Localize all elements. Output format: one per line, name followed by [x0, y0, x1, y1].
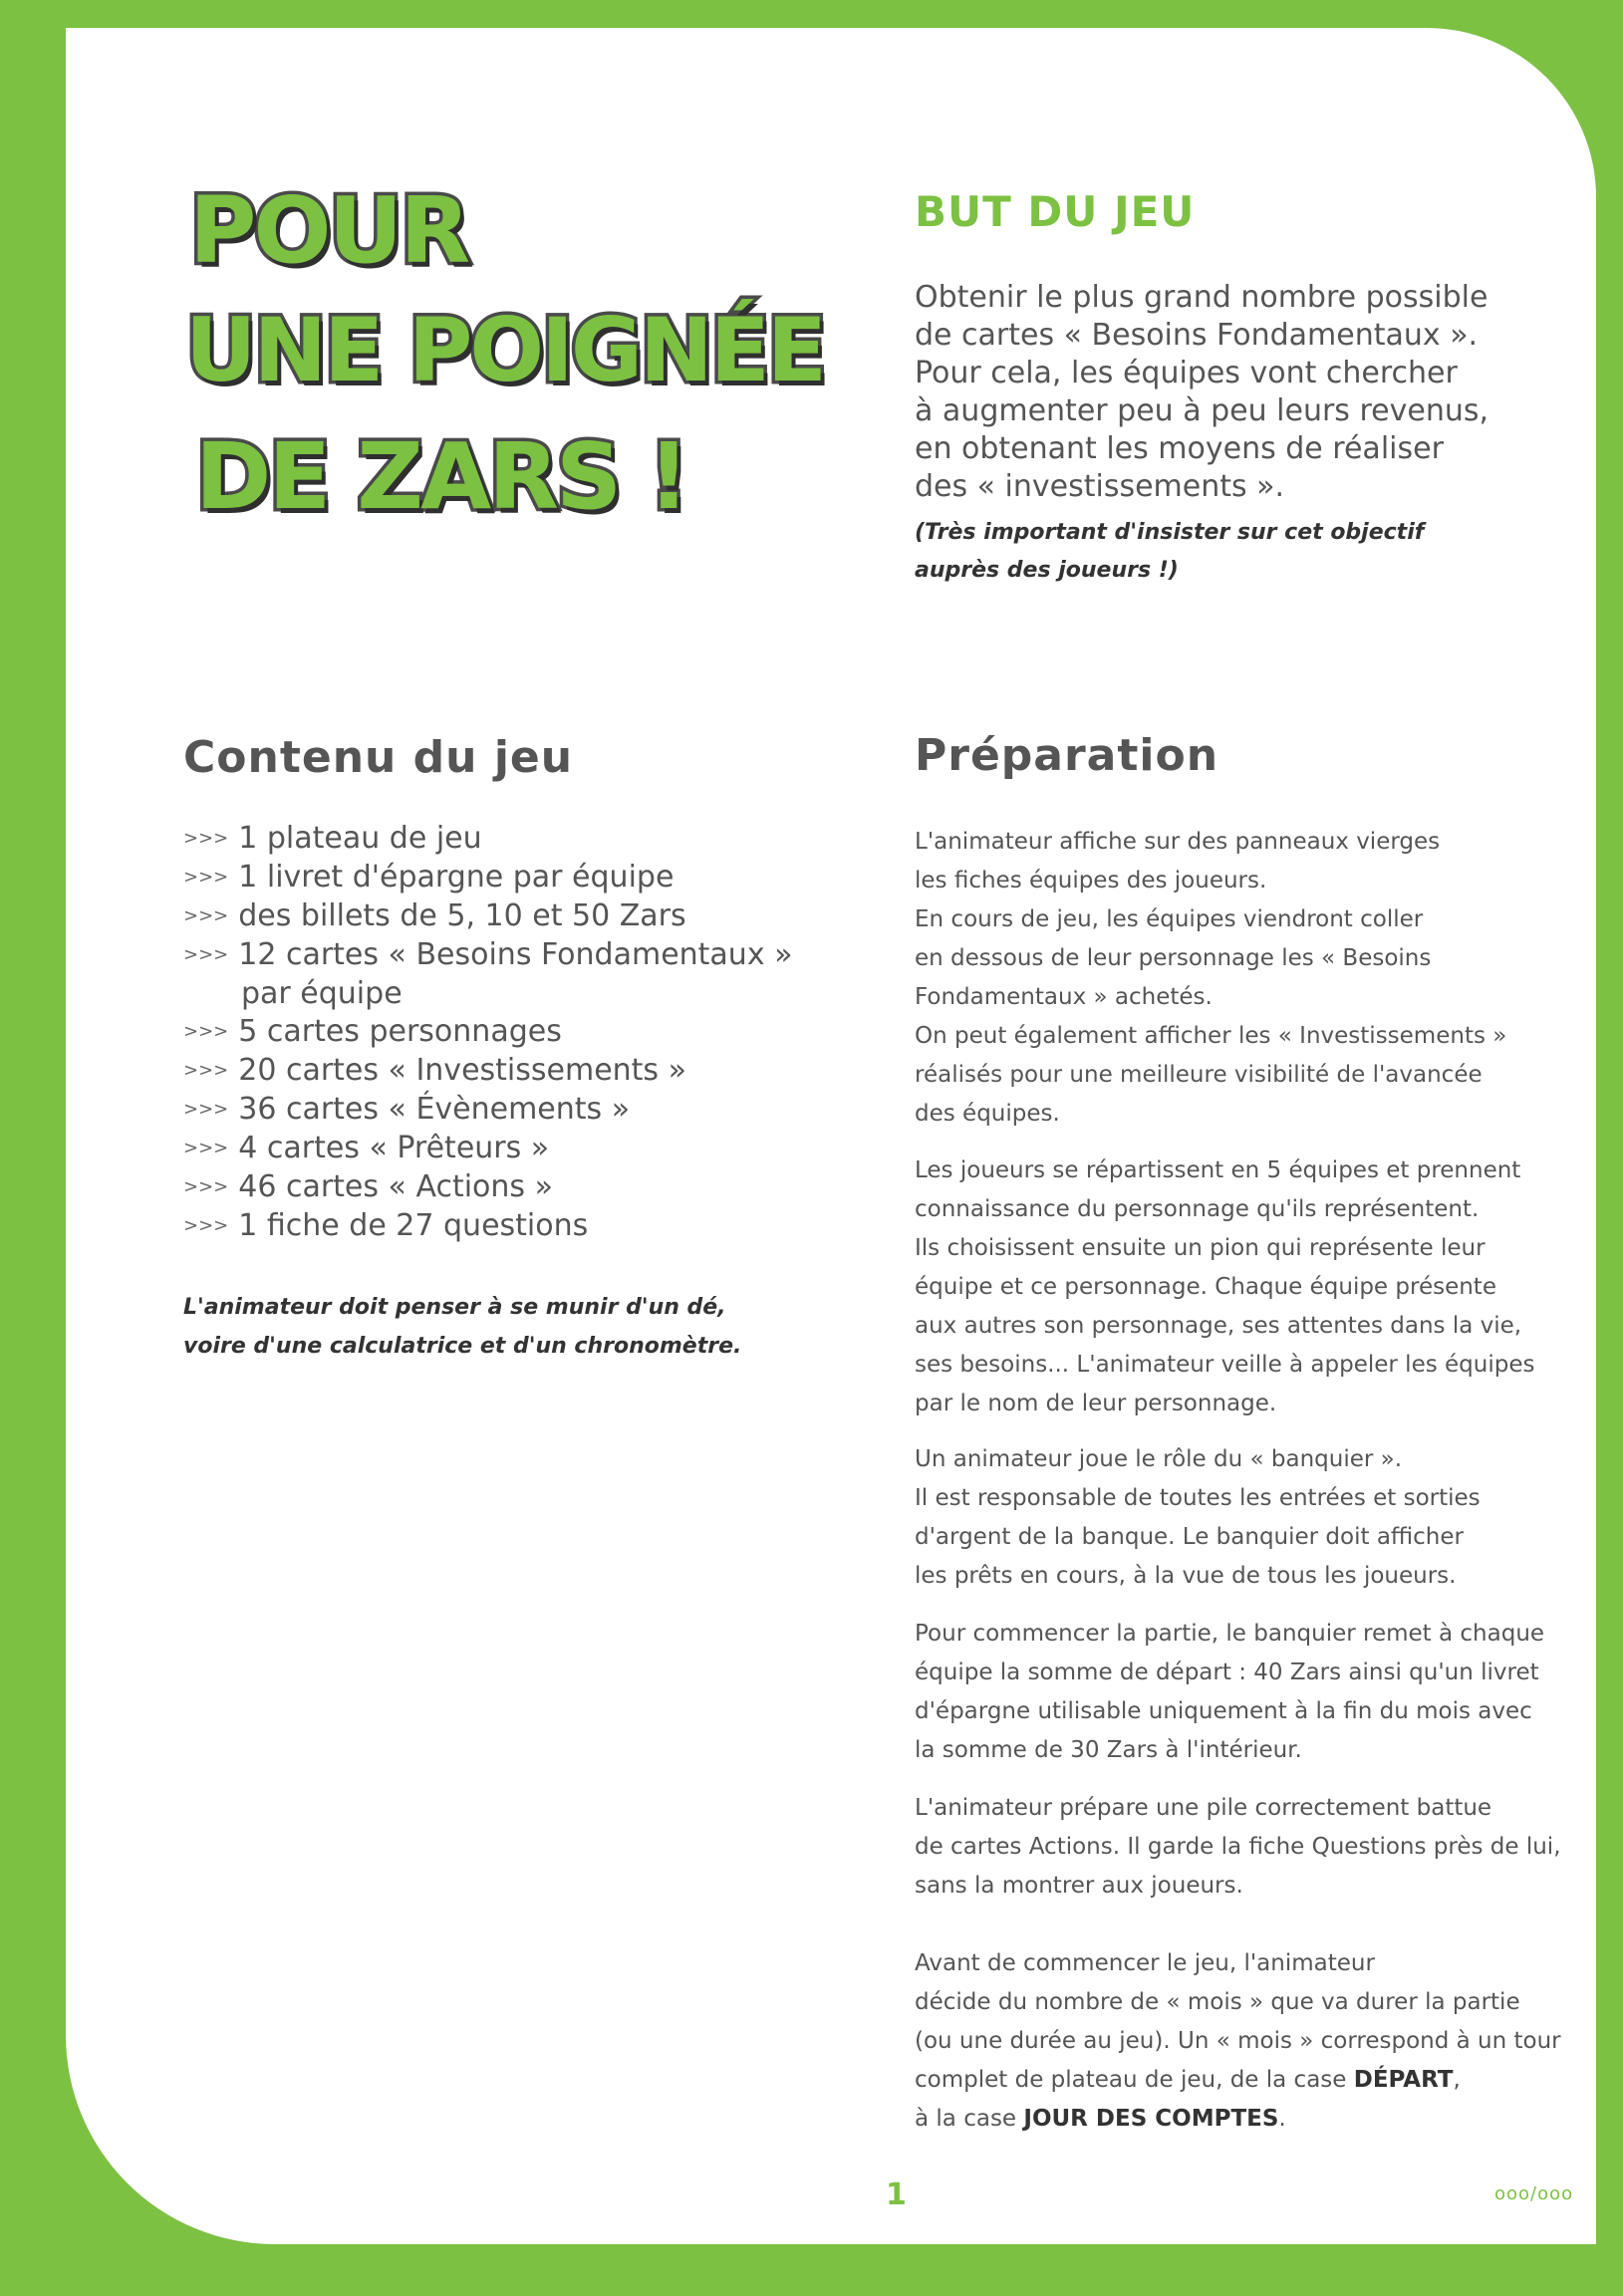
item-text: 5 cartes personnages [238, 1014, 562, 1050]
arrow-icon: >>> [183, 866, 229, 888]
para-line: équipe la somme de départ : 40 Zars ainsi qu'un livret [915, 1659, 1539, 1685]
list-item [183, 1052, 821, 1091]
jour-des-comptes-label: JOUR DES COMPTES [1023, 2106, 1279, 2132]
para-line: On peut également afficher les « Investissements » [915, 1023, 1507, 1049]
arrow-icon: >>> [183, 1138, 229, 1159]
para-line: sans la montrer aux joueurs. [915, 1873, 1243, 1899]
arrow-icon: >>> [183, 1176, 229, 1198]
list-item [183, 820, 821, 859]
list-item-continuation: par équipe [241, 975, 403, 1011]
but-du-jeu-note [915, 514, 1596, 590]
item-text: 12 cartes « Besoins Fondamentaux » [238, 936, 793, 972]
item-text: 4 cartes « Prêteurs » [238, 1131, 550, 1166]
arrow-icon: >>> [183, 1214, 229, 1236]
title-line-2: UNE POIGNÉE [185, 299, 825, 401]
preparation-paragraph-3 [915, 1440, 1596, 1596]
note-line: auprès des joueurs !) [915, 558, 1179, 583]
depart-label: DÉPART [1353, 2067, 1454, 2093]
item-text: 20 cartes « Investissements » [238, 1053, 686, 1089]
arrow-icon: >>> [183, 943, 229, 965]
but-du-jeu-body [915, 279, 1596, 506]
para-line: Les joueurs se répartissent en 5 équipes et prennent [915, 1157, 1521, 1183]
page-number: 1 [886, 2177, 907, 2212]
but-line: Pour cela, les équipes vont chercher [915, 356, 1458, 390]
preparation-paragraph-4 [915, 1615, 1596, 1770]
arrow-icon: >>> [183, 1021, 229, 1043]
para-line: Pour commencer la partie, le banquier remet à chaque [915, 1621, 1545, 1647]
para-line: Fondamentaux » achetés. [915, 984, 1213, 1010]
arrow-icon: >>> [183, 1099, 229, 1121]
para-line: Avant de commencer le jeu, l'animateur [915, 1950, 1375, 1976]
list-item [183, 1091, 821, 1130]
contenu-list [183, 820, 821, 1246]
preparation-heading: Préparation [915, 730, 1219, 781]
item-text: 36 cartes « Évènements » [238, 1092, 631, 1128]
para-line: (ou une durée au jeu). Un « mois » correspond à un tour [915, 2028, 1561, 2054]
para-punct: , [1453, 2067, 1461, 2093]
para-line: les prêts en cours, à la vue de tous les joueurs. [915, 1563, 1457, 1589]
para-line: des équipes. [915, 1101, 1060, 1127]
note-line: L'animateur doit penser à se munir d'un dé, [183, 1295, 726, 1320]
arrow-icon: >>> [183, 828, 229, 850]
list-item [183, 1168, 821, 1207]
para-line: les fiches équipes des joueurs. [915, 868, 1267, 893]
animateur-note [183, 1288, 801, 1366]
para-line: En cours de jeu, les équipes viendront coller [915, 906, 1424, 932]
but-line: de cartes « Besoins Fondamentaux ». [915, 318, 1479, 353]
para-line: aux autres son personnage, ses attentes dans la vie, [915, 1313, 1522, 1339]
preparation-paragraph-1 [915, 823, 1596, 1134]
title-line-3: DE ZARS ! [195, 423, 687, 530]
para-punct: . [1278, 2106, 1286, 2132]
para-line: équipe et ce personnage. Chaque équipe présente [915, 1274, 1496, 1300]
para-line: en dessous de leur personnage les « Besoins [915, 945, 1432, 971]
para-line: Ils choisissent ensuite un pion qui représente leur [915, 1235, 1486, 1261]
note-line: voire d'une calculatrice et d'un chronomètre. [183, 1334, 742, 1359]
but-line: en obtenant les moyens de réaliser [915, 431, 1444, 466]
item-text: 46 cartes « Actions » [238, 1168, 553, 1204]
para-line: connaissance du personnage qu'ils représentent. [915, 1196, 1480, 1222]
page [66, 28, 1596, 2244]
preparation-paragraph-6 [915, 1944, 1596, 2139]
para-line: L'animateur prépare une pile correctement battue [915, 1795, 1492, 1821]
but-du-jeu-heading: BUT DU JEU [915, 187, 1196, 236]
item-text: des billets de 5, 10 et 50 Zars [238, 897, 686, 933]
list-item [183, 936, 821, 975]
para-line: d'argent de la banque. Le banquier doit afficher [915, 1524, 1464, 1550]
arrow-icon: >>> [183, 1060, 229, 1082]
item-text: 1 plateau de jeu [238, 821, 482, 856]
list-item [183, 1207, 821, 1246]
arrow-icon: >>> [183, 904, 229, 926]
list-item [183, 1013, 821, 1052]
list-item [183, 859, 821, 897]
item-text: 1 fiche de 27 questions [238, 1207, 589, 1243]
but-line: à augmenter peu à peu leurs revenus, [915, 393, 1489, 428]
para-line: décide du nombre de « mois » que va durer la partie [915, 1989, 1520, 2015]
para-line: la somme de 30 Zars à l'intérieur. [915, 1737, 1302, 1763]
preparation-paragraph-2 [915, 1151, 1596, 1423]
but-line: des « investissements ». [915, 469, 1285, 504]
list-item [183, 897, 821, 936]
para-line: de cartes Actions. Il garde la fiche Questions près de lui, [915, 1834, 1561, 1860]
para-line: ses besoins... L'animateur veille à appeler les équipes [915, 1352, 1535, 1378]
para-line: à la case [915, 2106, 1024, 2132]
para-line: par le nom de leur personnage. [915, 1391, 1277, 1416]
contenu-heading: Contenu du jeu [183, 732, 574, 783]
para-line: complet de plateau de jeu, de la case [915, 2067, 1354, 2093]
item-text: 1 livret d'épargne par équipe [238, 859, 675, 894]
para-line: Un animateur joue le rôle du « banquier ». [915, 1446, 1403, 1472]
para-line: réalisés pour une meilleure visibilité de l'avancée [915, 1062, 1483, 1088]
but-line: Obtenir le plus grand nombre possible [915, 280, 1488, 315]
para-line: L'animateur affiche sur des panneaux vierges [915, 829, 1441, 855]
title-logo [185, 177, 825, 556]
title-line-1: POUR [189, 177, 468, 284]
page-ornament: ooo/ooo [1494, 2183, 1574, 2204]
para-line: d'épargne utilisable uniquement à la fin du mois avec [915, 1698, 1532, 1724]
note-line: (Très important d'insister sur cet objectif [915, 520, 1425, 545]
list-item [183, 1130, 821, 1168]
preparation-paragraph-5 [915, 1789, 1596, 1906]
para-line: Il est responsable de toutes les entrées et sorties [915, 1485, 1481, 1511]
